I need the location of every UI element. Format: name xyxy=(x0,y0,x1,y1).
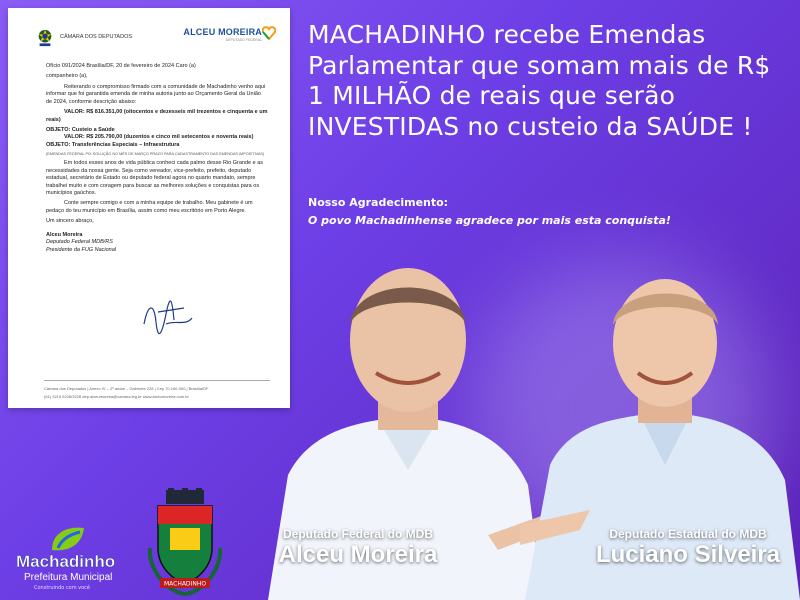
letter-signer xyxy=(46,232,268,254)
letter-para2: Em todos esses anos de vida pública conheci cada palmo desse Rio Grande e as necessidades da nossa gente. Seja como vereador, vice-prefeito, prefeito, deputado estadual, secretário de Estado ou deputado federal agora no quarto mandato, sempre trabalhei muito e com coragem para buscar as melhores soluções e conquistas para os municípios gaúchos. xyxy=(46,160,264,197)
letter-salutation: companheiro (a), xyxy=(46,73,88,80)
brazil-coat-of-arms-icon xyxy=(36,28,54,48)
person-right-name: Luciano Silveira xyxy=(595,541,781,568)
letter-footer-address: Câmara dos Deputados | Anexo IV – 2º andar – Gabinete 228 | Cep 70.160-900 | Brasília/DF xyxy=(44,386,209,391)
letter-brand-sub: DEPUTADO FEDERAL xyxy=(225,38,262,43)
person-left-role: Deputado Federal do MDB xyxy=(282,527,433,541)
letter-org: CÂMARA DOS DEPUTADOS xyxy=(60,34,133,41)
handwritten-signature xyxy=(136,294,196,342)
letter-ref: Ofício 091/2024 Brasília/DF, 20 de fevereiro de 2024 Caro (a) xyxy=(46,63,196,69)
letter-brand-name: ALCEU MOREIRA xyxy=(183,27,262,37)
crest-banner-text: MACHADINHO xyxy=(163,580,207,588)
letter-para1: Reiterando o compromisso firmado com a comunidade de Machadinho venho aqui informar que foi garantida emenda de minha autoria junto ao Orçamento Geral da União de 2024, conforme descrição abaixo: xyxy=(46,83,266,105)
letter-footer-contact: (61) 3215.5228/3228 dep.alceumoreira@camara.leg.br www.alceumoreira.com.br xyxy=(44,394,189,400)
signer-title2: Presidente da FUG Nacional xyxy=(46,246,117,253)
thanks-label: Nosso Agradecimento: xyxy=(308,196,449,209)
letter-note: (EMENDAS FEDERAL PIX SOLUÇÃO NO MÊS DE MARÇO PRAZO PARA CADASTRAMENTO DAS EMENDAS IMPOSITIVAS) xyxy=(46,152,265,157)
machadinho-leaf-icon xyxy=(48,524,88,554)
person-left-name: Alceu Moreira xyxy=(278,541,438,568)
logo-tagline: Construindo com você xyxy=(34,585,91,591)
letter-objeto2: OBJETO: Transferências Especiais – Infraestrutura xyxy=(46,141,180,148)
logo-subtitle: Prefeitura Municipal xyxy=(24,572,113,583)
letter-valor2: VALOR: R$ 205.790,00 (duzentos e cinco mil setecentos e noventa reais) xyxy=(64,134,254,141)
signer-title1: Deputado Federal MDB/RS xyxy=(46,239,113,246)
thanks-text: O povo Machadinhense agradece por mais esta conquista! xyxy=(308,214,671,227)
letter-brand xyxy=(183,26,262,43)
person-right-role: Deputado Estadual do MDB xyxy=(609,527,767,541)
headline: MACHADINHO recebe Emendas Parlamentar que somam mais de R$ 1 MILHÃO de reais que serão INVESTIDAS no custeio da SAÚDE ! xyxy=(308,20,771,141)
letter-document xyxy=(8,8,290,408)
letter-objeto1: OBJETO: Custeio a Saúde xyxy=(46,126,115,133)
letter-footer xyxy=(44,380,270,400)
letter-para3: Conte sempre comigo e com a minha equipe de trabalho. Meu gabinete é um pedaço do teu município em Brasília, assim como meu escritório em Porto Alegre. xyxy=(46,200,253,214)
person-right-caption xyxy=(586,527,790,569)
letter-valor1: VALOR: R$ 816.351,00 (oitocentos e dezesseis mil trezentos e cinquenta e um reais) xyxy=(46,109,268,123)
machadinho-prefeitura-logo xyxy=(14,524,124,594)
letter-header xyxy=(36,28,132,48)
letter-closing: Um sincero abraço, xyxy=(46,218,94,225)
signer-name: Alceu Moreira xyxy=(46,231,83,238)
heart-logo-icon xyxy=(262,26,276,40)
logo-name: Machadinho xyxy=(16,552,116,571)
person-left-caption xyxy=(268,527,448,569)
letter-body xyxy=(46,63,268,254)
machadinho-crest-icon xyxy=(146,488,224,596)
